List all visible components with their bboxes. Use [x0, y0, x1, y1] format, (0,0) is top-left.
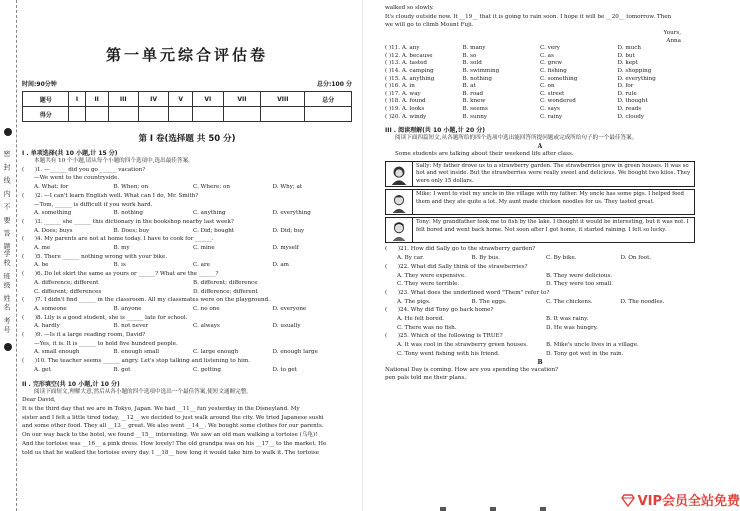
answer-option: D. everything: [617, 75, 656, 82]
answer-option: B. sunny: [462, 113, 488, 120]
score-cell: [108, 107, 138, 122]
answer-option: C. mine: [193, 245, 215, 252]
answer-option: D. He was hungry.: [546, 324, 598, 331]
student-statement-box: [385, 189, 695, 215]
cloze-question: ( )19. A. looks: [385, 106, 425, 113]
passage-line: And the tortoise was __16__ a pink dress. How lovely! The old grandpa was on his __17__ to the market. He: [22, 440, 327, 447]
answer-option: C. are: [193, 262, 210, 269]
question-stem: ( )21. How did Sally go to the strawberry garden?: [385, 246, 536, 253]
cloze-option-row: [385, 68, 695, 76]
student-portrait: [386, 190, 413, 214]
answer-option: D. to get: [272, 366, 297, 373]
passage-b-text: [385, 366, 695, 383]
student-statement-box: [385, 161, 695, 188]
cloze-question: ( )17. A. way: [385, 90, 421, 97]
answer-option: C. says: [540, 106, 560, 113]
answer-option: B. so: [462, 52, 477, 59]
answer-option: A. difference; different: [34, 279, 99, 286]
answer-option: D. reads: [617, 106, 642, 113]
score-cell: [193, 107, 224, 122]
statement-text: Sally: My father drove us to a strawberry garden. The strawberries grew in green houses. It was so hot and wet inside. But the strawberries were really sweet and delicious. We bought two kilos. They were only 15 dollars.: [416, 162, 691, 184]
section-two-title: II . 完形填空(共 10 小题,计 10 分): [22, 380, 120, 388]
cloze-option-row: [385, 60, 695, 68]
answer-option: B. Does; buy: [113, 227, 150, 234]
watermark-text: VIP会员全站免费: [637, 494, 740, 509]
cloze-question: ( )18. A. found: [385, 98, 426, 105]
question-stem: ( )9. —Is it a large reading room, David?: [22, 332, 146, 339]
answer-option: B. The eggs.: [471, 298, 507, 305]
question-options: [22, 348, 352, 357]
section-two-instruction: 阅读下面短文,理解大意,然后从各小题的四个选项中选出一个最佳答案,使短文通顺完整。: [34, 388, 252, 395]
answer-option: D. everything: [272, 210, 311, 217]
binding-hole: [4, 128, 12, 136]
score-cell: VIII: [261, 92, 305, 107]
question-stem: ( )6. Do let skirt the same as yours or ______? What are the ______?: [22, 271, 219, 278]
answer-option: B. They were delicious.: [546, 272, 613, 279]
reading-questions: [385, 245, 695, 358]
answer-option: C. By bike.: [546, 255, 577, 262]
cloze-option-row: [385, 83, 695, 91]
question-options: [385, 350, 695, 359]
score-cell: [85, 107, 108, 122]
answer-option: A. The pigs.: [397, 298, 431, 305]
closing-line: Anna: [666, 37, 681, 44]
question-stem: ( )1. —______ did you go ______ vacation?: [22, 166, 146, 173]
column-divider: [362, 0, 363, 511]
score-cell: [223, 107, 260, 122]
answer-option: B. enough small: [113, 349, 160, 356]
page-footer-marks: [430, 505, 590, 511]
answer-option: B. my: [113, 245, 130, 252]
answer-option: A. something: [34, 210, 72, 217]
answer-option: C. as: [540, 52, 554, 59]
answer-option: A. He felt bored.: [397, 316, 445, 323]
cloze-option-row: [385, 91, 695, 99]
student-statements: [385, 161, 695, 244]
answer-option: B. many: [462, 45, 486, 52]
section-three-instruction: 阅读下面四篇短文,从各题所给的四个选项中选出能回答所提问题或完成所给句子的一个最佳答案。: [395, 135, 638, 142]
student-portrait: [386, 162, 413, 187]
question-options: [385, 254, 695, 263]
answer-option: C. large enough: [193, 349, 239, 356]
answer-option: C. rainy: [540, 113, 563, 120]
statement-text: Tony: My grandfather took me to fish by the lake. I thought it would be interesting, but it was not. I felt bored and went back home. Not soon after I got home, it started raining. I felt so lucky.: [416, 219, 689, 234]
answer-option: A. By car.: [397, 255, 424, 262]
answer-option: C. wondered: [540, 98, 576, 105]
score-cell: 题号: [23, 92, 69, 107]
question-options: [385, 298, 695, 307]
answer-option: D. usually: [272, 323, 301, 330]
question-stem: ( )4. My parents are not at home today. I have to cook for ______.: [22, 236, 214, 243]
answer-option: D. difference; different: [193, 288, 258, 295]
score-cell: V: [169, 92, 193, 107]
question-stem: ( )8. Lily is a good student, she is ______ late for school.: [22, 314, 188, 321]
score-table: [22, 91, 352, 122]
question-options: [22, 209, 352, 218]
passage-line: we will go to climb Mount Fuji.: [385, 22, 474, 29]
answer-option: A. get: [34, 366, 51, 373]
score-cell: 得分: [23, 107, 69, 122]
score-cell: II: [85, 92, 108, 107]
passage-line: It's cloudy outside now. It __19__ that it is going to rain soon. I hope it will be __20__ tomorrow. Then: [385, 13, 672, 20]
answer-option: A. small enough: [34, 349, 80, 356]
answer-option: B. sold: [462, 60, 482, 67]
score-cell: VI: [193, 92, 224, 107]
answer-option: C. anything: [193, 210, 226, 217]
score-table-score-row: [23, 107, 352, 122]
answer-option: D. cloudy: [617, 113, 644, 120]
answer-option: C. Where; on: [193, 184, 230, 191]
cloze-option-row: [385, 53, 695, 61]
answer-option: B. Mike's uncle lives in a village.: [546, 342, 639, 349]
part-one-heading: 第 I 卷(选择题 共 50 分): [138, 134, 236, 144]
score-cell: [69, 107, 85, 122]
answer-option: A. Does; buys: [34, 227, 73, 234]
passage-line: On our way back to the hotel, we found __15__ interesting. We saw an old man walking a tortoise (乌龟)!: [22, 432, 318, 439]
section-one-instruction: 本题共有 10 个小题,请从每个小题的四个选项中,选出最佳答案。: [34, 158, 194, 164]
score-cell: 总分: [305, 92, 352, 107]
answer-option: C. There was no fish.: [397, 324, 457, 331]
answer-option: C. grew: [540, 60, 562, 67]
question-options: [22, 305, 352, 314]
footer-mark: [440, 507, 446, 511]
question-options: [22, 183, 352, 192]
question-dialogue: —Tom, ______ is difficult if you work hard.: [34, 201, 153, 208]
cloze-question: ( )12. A. because: [385, 52, 433, 59]
answer-option: B. nothing: [113, 210, 143, 217]
answer-option: B. is: [113, 262, 126, 269]
student-portrait-icon: [388, 162, 410, 186]
question-options: [385, 272, 695, 281]
passage-line: walked so slowly.: [385, 5, 434, 11]
answer-option: B. anyone: [113, 305, 142, 312]
question-stem: ( )24. Why did Tony go back home?: [385, 307, 494, 314]
answer-option: C. They were terrible.: [397, 281, 460, 288]
answer-option: B. at: [462, 83, 476, 90]
answer-option: B. knew: [462, 98, 486, 105]
answer-option: D. They were too small.: [546, 281, 613, 288]
question-options: [22, 322, 352, 331]
answer-option: C. The chickens.: [546, 298, 593, 305]
answer-option: C. fishing: [540, 68, 567, 75]
answer-option: B. nothing: [462, 75, 492, 82]
answer-option: C. Tony went fishing with his friend.: [397, 350, 500, 357]
section-one-questions: [22, 166, 352, 375]
score-cell: III: [108, 92, 138, 107]
question-stem: ( )23. What does the underlined word "Them" refer to?: [385, 289, 550, 296]
question-options: [22, 244, 352, 253]
letter-closing: [385, 30, 695, 45]
question-options: [22, 227, 352, 236]
answer-option: D. for: [617, 83, 634, 90]
answer-option: D. much: [617, 45, 641, 52]
answer-option: C. something: [540, 75, 578, 82]
question-options: [385, 315, 695, 324]
vip-watermark[interactable]: [621, 490, 740, 509]
score-table-header-row: [23, 92, 352, 107]
question-stem: ( )5. There ______ nothing wrong with your bike.: [22, 253, 168, 260]
answer-option: D. Did; buy: [272, 227, 305, 234]
question-options: [385, 324, 695, 333]
answer-option: C. Did; bought: [193, 227, 235, 234]
question-options: [22, 261, 352, 270]
passage-line: It is the third day that we are in Tokyo, Japan. We had __11__ fun yesterday in the Disneyland. My: [22, 405, 300, 412]
question-stem: ( )7. I didn't find ______ in the classroom. All my classmates were on the playground.: [22, 297, 270, 304]
score-cell: VII: [223, 92, 260, 107]
cloze-question: ( )13. A. tasted: [385, 60, 428, 67]
section-one-title: I . 单项选择(共 10 小题,计 15 分): [22, 150, 118, 157]
answer-option: B. seems: [462, 106, 488, 113]
answer-option: B. When; on: [113, 184, 149, 191]
question-options: [22, 288, 352, 297]
left-column: [22, 6, 352, 511]
answer-option: D. everyone: [272, 305, 307, 312]
passage-line: and some other food. They all __13__ great. We also went __14__. We bought some clothes for our parents.: [22, 423, 324, 430]
answer-option: B. It was rainy.: [546, 316, 589, 323]
cloze-question: ( )16. A. in: [385, 83, 415, 90]
answer-option: B. not never: [113, 323, 149, 330]
passage-line: told us that he walked the tortoise every day. I __18__ how long it would take him to walk it. The tortoise: [22, 449, 320, 456]
answer-option: B. swimming: [462, 68, 500, 75]
right-column: [385, 4, 695, 509]
answer-option: D. On foot.: [620, 255, 652, 262]
cloze-passage-end: [385, 4, 695, 30]
answer-option: D. kept: [617, 60, 638, 67]
answer-option: D. but: [617, 52, 635, 59]
question-dialogue: —Yes, it is. It is ______ to hold five hundred people.: [34, 340, 178, 347]
passage-line: pen pals told me their plans.: [385, 375, 467, 382]
passage-line: sister and I felt a little tired today, __12__ we decided to just walk around the city. We tried Japanese sushi: [22, 414, 324, 421]
passage-a-label: A: [537, 142, 543, 150]
section-three-title: III . 阅读理解(共 10 小题,计 20 分): [385, 127, 485, 135]
closing-line: Yours,: [663, 30, 681, 37]
cloze-option-row: [385, 76, 695, 84]
answer-option: A. me: [34, 245, 51, 252]
answer-option: D. enough large: [272, 349, 318, 356]
score-cell: [261, 107, 305, 122]
passage-line: National Day is coming. How are you spending the vacation?: [385, 366, 559, 373]
score-cell: IV: [138, 92, 169, 107]
answer-option: A. What; for: [34, 184, 69, 191]
answer-option: D. myself: [272, 245, 299, 252]
question-stem: ( )10. The teacher seems ______ angry. Let's stop talking and listening to him.: [22, 358, 251, 365]
cloze-option-row: [385, 98, 695, 106]
answer-option: D. am: [272, 262, 289, 269]
cloze-option-row: [385, 106, 695, 114]
binding-hole: [4, 343, 12, 351]
score-cell: [138, 107, 169, 122]
answer-option: A. someone: [34, 305, 67, 312]
cloze-options: [385, 45, 695, 121]
statement-text: Mike: I went to visit my uncle in the village with my father. My uncle has some pigs. I helped feed them and they ate quite a lot. My aunt made chicken noodles for us. They tasted great.: [416, 191, 684, 206]
score-cell: I: [69, 92, 85, 107]
passage-a-intro: Some students are talking about their weekend life after class.: [395, 150, 574, 157]
answer-option: D. shopping: [617, 68, 652, 75]
diamond-icon: [621, 493, 635, 507]
cloze-question: ( )14. A. camping: [385, 68, 434, 75]
question-stem: ( )22. What did Sally think of the strawberries?: [385, 263, 528, 270]
cloze-option-row: [385, 45, 695, 53]
question-dialogue: —We went to the countryside.: [34, 175, 120, 182]
cloze-option-row: [385, 114, 695, 122]
question-options: [22, 279, 352, 288]
answer-option: A. They were expensive.: [397, 272, 466, 279]
answer-option: C. always: [193, 323, 220, 330]
answer-option: B. By bus.: [471, 255, 501, 262]
score-cell: [169, 107, 193, 122]
answer-option: C. different; differences: [34, 288, 102, 295]
cloze-question: ( )20. A. windy: [385, 113, 427, 120]
answer-option: D. Why; at: [272, 184, 303, 191]
total-score: 总分:100 分: [316, 81, 352, 88]
cloze-passage: [22, 405, 352, 457]
answer-option: C. getting: [193, 366, 221, 373]
answer-option: D. The noodles.: [620, 298, 665, 305]
answer-option: D. Tony got wet in the rain.: [546, 350, 624, 357]
time-limit: 时间:90分钟: [22, 81, 57, 88]
answer-option: A. be: [34, 262, 49, 269]
score-cell: [305, 107, 352, 122]
answer-option: B. different; difference: [193, 279, 258, 286]
answer-option: D. rule: [617, 90, 637, 97]
question-options: [385, 280, 695, 289]
student-statement-box: [385, 217, 695, 243]
footer-mark: [490, 507, 496, 511]
exam-meta: [22, 79, 352, 88]
binding-margin: [0, 0, 17, 511]
answer-option: C. on: [540, 83, 555, 90]
question-stem: ( )25. Which of the following is TRUE?: [385, 333, 503, 340]
answer-option: B. got: [113, 366, 131, 373]
student-info-label: 学校 班级 姓名 考号: [3, 250, 11, 335]
answer-option: A. It was cool in the strawberry green houses.: [397, 342, 528, 349]
student-portrait-icon: [388, 218, 410, 242]
footer-mark: [540, 507, 546, 511]
question-stem: ( )2. —I can't learn English well. What can I do, Mr. Smith?: [22, 192, 199, 199]
answer-option: B. road: [462, 90, 484, 97]
answer-option: C. no one: [193, 305, 220, 312]
question-stem: ( )3. ______ she ______ this dictionary in the bookshop nearby last week?: [22, 218, 234, 225]
student-portrait: [386, 218, 413, 242]
student-portrait-icon: [388, 190, 410, 214]
page-title: 第一单元综合评估卷: [105, 46, 268, 64]
question-options: [22, 366, 352, 375]
answer-option: C. very: [540, 45, 560, 52]
question-options: [385, 341, 695, 350]
cloze-question: ( )11. A. any: [385, 45, 420, 52]
seal-line-text: 密 封 线 内 不 要 答 题: [3, 150, 11, 252]
passage-b-label: B: [537, 358, 543, 366]
letter-salutation: Dear David,: [22, 397, 56, 404]
answer-option: D. thought: [617, 98, 648, 105]
answer-option: C. street: [540, 90, 565, 97]
cloze-question: ( )15. A. anything: [385, 75, 435, 82]
answer-option: A. hardly: [34, 323, 60, 330]
